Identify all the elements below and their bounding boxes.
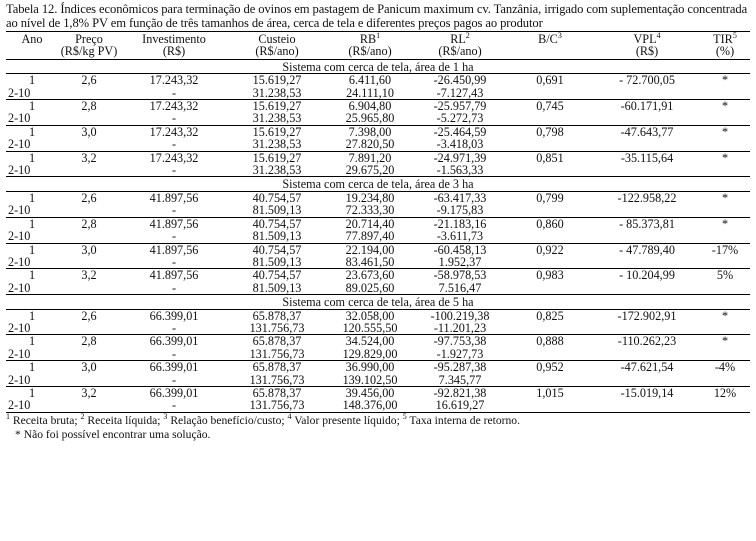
cell-rl: 7.516,47 <box>414 282 506 295</box>
cell-ano: 1 <box>28 150 36 165</box>
cell-tir: -17% <box>711 242 739 257</box>
cell-cus: 131.756,73 <box>228 322 326 335</box>
cell-cus: 31.238,53 <box>228 164 326 177</box>
table-row <box>6 87 750 100</box>
cell-bc: 0,691 <box>536 73 564 88</box>
cell-rl: 7.345,77 <box>414 374 506 387</box>
cell-rb: 19.234,80 <box>345 190 395 205</box>
cell-cus: 40.754,57 <box>252 216 302 231</box>
cell-rb: 129.829,00 <box>326 348 414 361</box>
cell-tir: * <box>721 73 729 88</box>
header-vpl: VPL$^4$ <box>594 32 700 46</box>
cell-tir: -4% <box>714 360 736 375</box>
cell-preco: 3,0 <box>81 242 97 257</box>
table-row <box>6 256 750 269</box>
cell-cus: 65.878,37 <box>252 308 302 323</box>
cell-rl: -1.927,73 <box>414 348 506 361</box>
header-vpl-unit: (R$) <box>594 45 700 59</box>
cell-cus: 81.509,13 <box>228 204 326 217</box>
cell-inv: - <box>120 348 228 361</box>
header-investimento: Investimento <box>120 32 228 46</box>
cell-inv: - <box>120 138 228 151</box>
cell-tir: * <box>721 150 729 165</box>
cell-tir: * <box>721 216 729 231</box>
cell-rb: 32.058,00 <box>345 308 395 323</box>
cell-rl: 1.952,37 <box>414 256 506 269</box>
cell-cus: 15.619,27 <box>252 73 302 88</box>
cell-rb: 34.524,00 <box>345 334 395 349</box>
cell-rb: 22.194,00 <box>345 242 395 257</box>
cell-cus: 131.756,73 <box>228 374 326 387</box>
cell-rl: -58.978,53 <box>433 268 487 283</box>
cell-preco: 2,8 <box>81 216 97 231</box>
cell-ano: 2-10 <box>6 348 58 361</box>
header-rb: $RB^1$ <box>326 32 414 46</box>
cell-inv: 41.897,56 <box>149 216 199 231</box>
header-investimento-unit: (R$) <box>120 45 228 59</box>
cell-ano: 1 <box>28 216 36 231</box>
cell-rb: 20.714,40 <box>345 216 395 231</box>
table-row <box>6 361 750 374</box>
cell-rl: -92.821,38 <box>433 385 487 400</box>
cell-tir: 5% <box>716 268 734 283</box>
cell-rb: 7.398,00 <box>348 124 392 139</box>
cell-vpl: -35.115,64 <box>620 150 674 165</box>
cell-bc: 0,799 <box>536 190 564 205</box>
cell-cus: 65.878,37 <box>252 334 302 349</box>
cell-vpl: -172.902,91 <box>617 308 677 323</box>
cell-preco: 3,2 <box>81 150 97 165</box>
cell-ano: 1 <box>28 124 36 139</box>
cell-rb: 29.675,20 <box>326 164 414 177</box>
cell-preco: 2,8 <box>81 99 97 114</box>
cell-ano: 1 <box>28 334 36 349</box>
cell-vpl: - 47.789,40 <box>619 242 675 257</box>
header-rl: $RL^2$ <box>414 32 506 46</box>
section-3ha <box>6 177 750 295</box>
cell-rb: 120.555,50 <box>326 322 414 335</box>
cell-rb: 23.673,60 <box>345 268 395 283</box>
cell-cus: 40.754,57 <box>252 242 302 257</box>
cell-ano: 2-10 <box>6 230 58 243</box>
cell-cus: 65.878,37 <box>252 385 302 400</box>
cell-tir: * <box>721 308 729 323</box>
cell-ano: 2-10 <box>6 164 58 177</box>
cell-cus: 15.619,27 <box>252 124 302 139</box>
cell-vpl: -47.621,54 <box>620 360 674 375</box>
header-preco-unit: (R$/kg PV) <box>58 45 120 59</box>
table-row <box>6 164 750 177</box>
cell-inv: - <box>120 164 228 177</box>
cell-cus: 31.238,53 <box>228 112 326 125</box>
cell-bc: 0,888 <box>536 334 564 349</box>
cell-ano: 2-10 <box>6 138 58 151</box>
cell-cus: 31.238,53 <box>228 138 326 151</box>
cell-tir: * <box>721 99 729 114</box>
cell-rl: -60.458,13 <box>433 242 487 257</box>
cell-inv: 17.243,32 <box>149 99 199 114</box>
cell-vpl: - 72.700,05 <box>619 73 675 88</box>
table-row <box>6 335 750 348</box>
cell-cus: 131.756,73 <box>228 348 326 361</box>
cell-bc: 0,860 <box>536 216 564 231</box>
cell-rl: -5.272,73 <box>414 112 506 125</box>
table-row <box>6 399 750 412</box>
cell-cus: 31.238,53 <box>228 87 326 100</box>
cell-rb: 83.461,50 <box>326 256 414 269</box>
table-row <box>6 230 750 243</box>
cell-inv: 66.399,01 <box>149 334 199 349</box>
cell-inv: 41.897,56 <box>149 190 199 205</box>
cell-ano: 1 <box>28 242 36 257</box>
cell-rl: -3.418,03 <box>414 138 506 151</box>
cell-inv: - <box>120 282 228 295</box>
cell-tir: 12% <box>713 385 737 400</box>
cell-rl: -25.464,59 <box>433 124 487 139</box>
footnote-no-solution: * Não foi possível encontrar uma solução. <box>15 427 211 441</box>
cell-tir: * <box>721 190 729 205</box>
cell-rb: 6.904,80 <box>348 99 392 114</box>
cell-ano: 1 <box>28 99 36 114</box>
cell-rl: 16.619,27 <box>414 399 506 412</box>
cell-rb: 36.990,00 <box>345 360 395 375</box>
table-row <box>6 309 750 322</box>
cell-preco: 2,8 <box>81 334 97 349</box>
cell-ano: 2-10 <box>6 112 58 125</box>
cell-ano: 2-10 <box>6 204 58 217</box>
cell-vpl: -110.262,23 <box>617 334 677 349</box>
cell-preco: 2,6 <box>81 190 97 205</box>
cell-inv: 17.243,32 <box>149 124 199 139</box>
header-bc: $B/C^3$ <box>506 32 594 46</box>
cell-rl: -9.175,83 <box>414 204 506 217</box>
cell-rb: 72.333,30 <box>326 204 414 217</box>
cell-preco: 2,6 <box>81 73 97 88</box>
cell-inv: - <box>120 399 228 412</box>
cell-bc: 0,798 <box>536 124 564 139</box>
cell-cus: 81.509,13 <box>228 282 326 295</box>
table-row <box>6 282 750 295</box>
cell-preco: 3,0 <box>81 360 97 375</box>
cell-rl: -7.127,43 <box>414 87 506 100</box>
cell-inv: - <box>120 256 228 269</box>
footnotes <box>6 411 750 442</box>
cell-vpl: -47.643,77 <box>620 124 674 139</box>
cell-vpl: -15.019,14 <box>620 385 674 400</box>
cell-ano: 2-10 <box>6 399 58 412</box>
cell-inv: 66.399,01 <box>149 385 199 400</box>
header-ano: Ano <box>6 32 58 46</box>
cell-cus: 81.509,13 <box>228 230 326 243</box>
cell-rl: -3.611,73 <box>414 230 506 243</box>
cell-vpl: - 10.204,99 <box>619 268 675 283</box>
cell-ano: 1 <box>28 73 36 88</box>
cell-bc: 0,851 <box>536 150 564 165</box>
table-row <box>6 243 750 256</box>
cell-inv: 66.399,01 <box>149 308 199 323</box>
cell-rl: -63.417,33 <box>433 190 487 205</box>
cell-inv: 41.897,56 <box>149 268 199 283</box>
cell-preco: 3,2 <box>81 385 97 400</box>
cell-cus: 15.619,27 <box>252 150 302 165</box>
header-tir-unit: (%) <box>700 45 750 59</box>
cell-rl: -26.450,99 <box>433 73 487 88</box>
header-custeio-unit: (R$/ano) <box>228 45 326 59</box>
cell-rb: 7.891,20 <box>348 150 392 165</box>
cell-ano: 2-10 <box>6 87 58 100</box>
cell-tir: * <box>721 124 729 139</box>
cell-inv: - <box>120 204 228 217</box>
cell-ano: 2-10 <box>6 374 58 387</box>
cell-bc: 0,983 <box>536 268 564 283</box>
cell-rb: 6.411,60 <box>348 73 392 88</box>
cell-rl: -95.287,38 <box>433 360 487 375</box>
cell-rl: -25.957,79 <box>433 99 487 114</box>
cell-inv: 17.243,32 <box>149 73 199 88</box>
cell-preco: 2,6 <box>81 308 97 323</box>
cell-preco: 3,0 <box>81 124 97 139</box>
cell-tir: * <box>721 334 729 349</box>
cell-ano: 2-10 <box>6 282 58 295</box>
footnote-definitions: $^1$ Receita bruta; $^2$ Receita líquida; $^3$ Relação benefício/custo; $^4$ Valor presente líquido; $^5$ Taxa interna de retorno. <box>6 411 520 427</box>
header-tir: TIR$^5$ <box>700 32 750 46</box>
table-row <box>6 74 750 87</box>
cell-inv: - <box>120 112 228 125</box>
cell-cus: 15.619,27 <box>252 99 302 114</box>
cell-cus: 40.754,57 <box>252 268 302 283</box>
header-custeio: Custeio <box>228 32 326 46</box>
cell-vpl: -60.171,91 <box>620 99 674 114</box>
cell-rb: 25.965,80 <box>326 112 414 125</box>
cell-ano: 1 <box>28 385 36 400</box>
cell-rb: 39.456,00 <box>345 385 395 400</box>
economic-indices-table <box>6 31 750 413</box>
cell-rl: -97.753,38 <box>433 334 487 349</box>
cell-cus: 81.509,13 <box>228 256 326 269</box>
table-row <box>6 269 750 282</box>
cell-rl: -1.563,33 <box>414 164 506 177</box>
cell-inv: 17.243,32 <box>149 150 199 165</box>
table-row <box>6 322 750 335</box>
header-preco: Preço <box>58 32 120 46</box>
cell-ano: 1 <box>28 268 36 283</box>
cell-vpl: -122.958,22 <box>617 190 677 205</box>
cell-rb: 148.376,00 <box>326 399 414 412</box>
cell-inv: - <box>120 230 228 243</box>
section-title: Sistema com cerca de tela, área de 3 ha <box>6 177 750 191</box>
cell-rb: 27.820,50 <box>326 138 414 151</box>
cell-rb: 77.897,40 <box>326 230 414 243</box>
table-row <box>6 112 750 125</box>
cell-inv: 41.897,56 <box>149 242 199 257</box>
table-row <box>6 348 750 361</box>
cell-ano: 2-10 <box>6 256 58 269</box>
cell-ano: 1 <box>28 190 36 205</box>
header-rl-unit: (R$/ano) <box>414 45 506 59</box>
table-row <box>6 138 750 151</box>
cell-preco: 3,2 <box>81 268 97 283</box>
cell-ano: 2-10 <box>6 322 58 335</box>
cell-inv: 66.399,01 <box>149 360 199 375</box>
cell-rb: 24.111,10 <box>326 87 414 100</box>
section-5ha <box>6 295 750 413</box>
table-row <box>6 374 750 387</box>
cell-ano: 1 <box>28 308 36 323</box>
cell-bc: 0,952 <box>536 360 564 375</box>
table-header <box>6 32 750 60</box>
table-caption: Tabela 12. Índices econômicos para terminação de ovinos em pastagem de Panicum maximum cv. Tanzânia, irrigado com suplementação concentrada ao nível de 1,8% PV em função de três tamanhos de área, cerca de tela e diferentes preços pagos ao produtor <box>6 2 748 30</box>
cell-inv: - <box>120 87 228 100</box>
cell-rl: -21.183,16 <box>433 216 487 231</box>
cell-rl: -100.219,38 <box>430 308 490 323</box>
section-title: Sistema com cerca de tela, área de 5 ha <box>6 295 750 309</box>
cell-cus: 131.756,73 <box>228 399 326 412</box>
cell-rb: 139.102,50 <box>326 374 414 387</box>
header-rb-unit: (R$/ano) <box>326 45 414 59</box>
cell-rl: -24.971,39 <box>433 150 487 165</box>
cell-vpl: - 85.373,81 <box>619 216 675 231</box>
cell-cus: 40.754,57 <box>252 190 302 205</box>
cell-bc: 0,745 <box>536 99 564 114</box>
cell-bc: 0,922 <box>536 242 564 257</box>
cell-rl: -11.201,23 <box>414 322 506 335</box>
cell-rb: 89.025,60 <box>326 282 414 295</box>
section-title: Sistema com cerca de tela, área de 1 ha <box>6 59 750 73</box>
cell-inv: - <box>120 322 228 335</box>
cell-cus: 65.878,37 <box>252 360 302 375</box>
document-page <box>6 2 750 442</box>
section-1ha <box>6 59 750 177</box>
cell-ano: 1 <box>28 360 36 375</box>
cell-bc: 1,015 <box>536 385 564 400</box>
cell-inv: - <box>120 374 228 387</box>
cell-bc: 0,825 <box>536 308 564 323</box>
table-row <box>6 204 750 217</box>
